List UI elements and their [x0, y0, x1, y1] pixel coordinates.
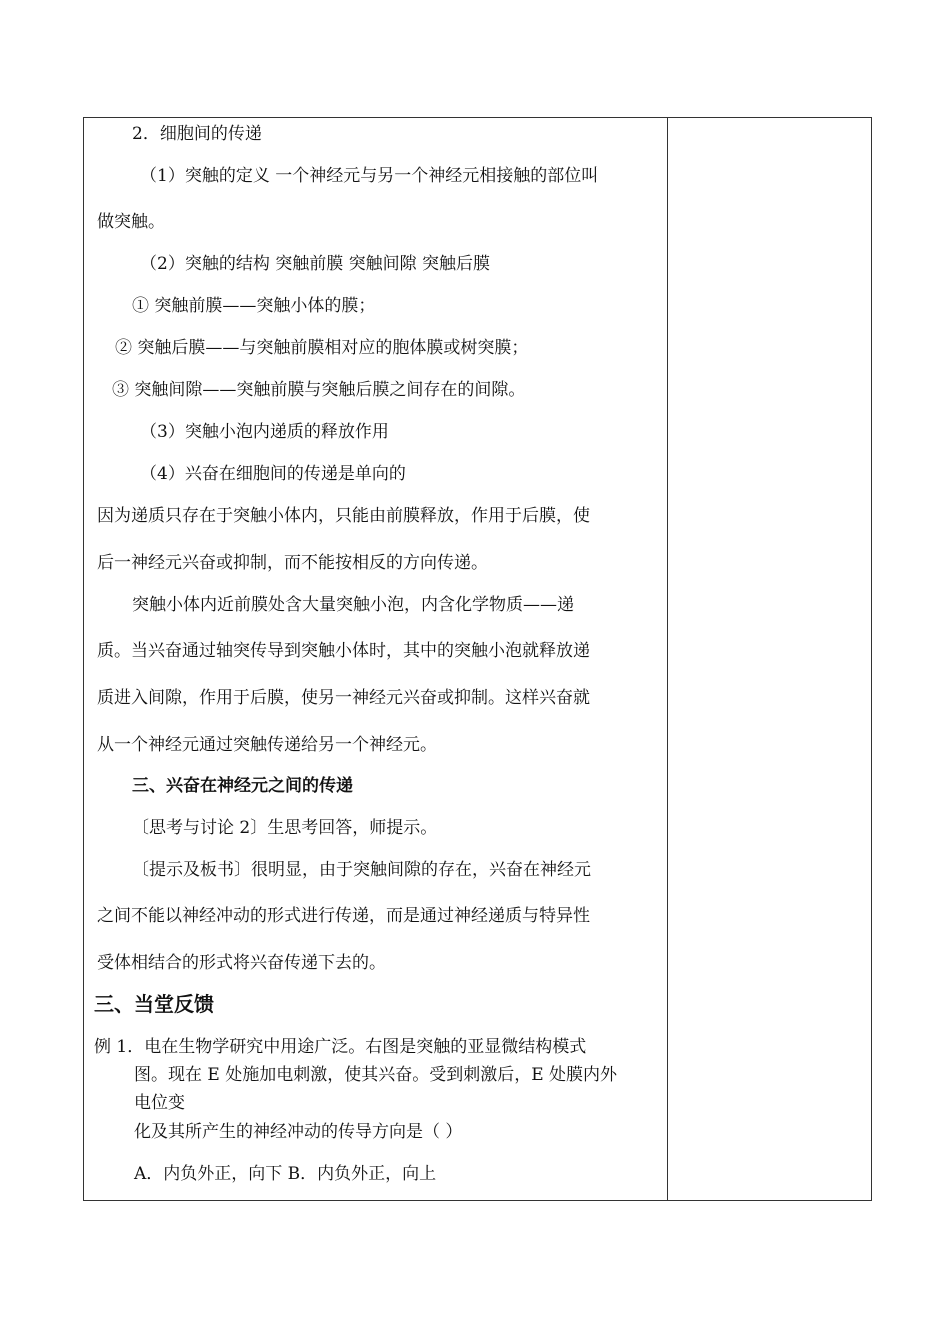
section-heading: 三、兴奋在神经元之间的传递: [132, 776, 353, 796]
text-line: 质进入间隙，作用于后膜，使另一神经元兴奋或抑制。这样兴奋就: [97, 688, 590, 708]
question-line: 例 1．电在生物学研究中用途广泛。右图是突触的亚显微结构模式: [94, 1037, 587, 1057]
text-line: 突触小体内近前膜处含大量突触小泡，内含化学物质——递: [132, 595, 574, 615]
answer-options: A．内负外正，向下 B．内负外正，向上: [134, 1164, 437, 1184]
text-line: 做突触。: [97, 212, 165, 232]
content-cell: [84, 118, 667, 1200]
text-line: （3）突触小泡内递质的释放作用: [140, 422, 389, 442]
text-line: 后一神经元兴奋或抑制，而不能按相反的方向传递。: [97, 553, 488, 573]
list-item: ② 突触后膜——与突触前膜相对应的胞体膜或树突膜；: [115, 338, 529, 358]
text-line: 质。当兴奋通过轴突传导到突触小体时，其中的突触小泡就释放递: [97, 641, 590, 661]
question-line: 图。现在 E 处施加电刺激，使其兴奋。受到刺激后，E 处膜内外: [134, 1065, 618, 1085]
feedback-heading: 三、当堂反馈: [94, 992, 214, 1016]
list-item: ① 突触前膜——突触小体的膜；: [132, 296, 376, 316]
question-line: 电位变: [134, 1093, 185, 1113]
list-item: ③ 突触间隙——突触前膜与突触后膜之间存在的间隙。: [112, 380, 526, 400]
subsection-heading: 2．细胞间的传递: [132, 124, 262, 144]
text-line: 受体相结合的形式将兴奋传递下去的。: [97, 953, 386, 973]
text-line: （2）突触的结构 突触前膜 突触间隙 突触后膜: [140, 254, 491, 274]
text-line: 〔思考与讨论 2〕生思考回答，师提示。: [132, 818, 438, 838]
lesson-table: [83, 117, 872, 1201]
text-line: （4）兴奋在细胞间的传递是单向的: [140, 464, 406, 484]
text-line: 〔提示及板书〕很明显，由于突触间隙的存在，兴奋在神经元: [132, 860, 591, 880]
text-line: （1）突触的定义 一个神经元与另一个神经元相接触的部位叫: [140, 166, 599, 186]
text-line: 因为递质只存在于突触小体内，只能由前膜释放，作用于后膜，使: [97, 506, 590, 526]
text-line: 之间不能以神经冲动的形式进行传递，而是通过神经递质与特异性: [97, 906, 590, 926]
column-divider: [667, 118, 668, 1200]
question-line: 化及其所产生的神经冲动的传导方向是（ ）: [134, 1122, 463, 1142]
text-line: 从一个神经元通过突触传递给另一个神经元。: [97, 735, 437, 755]
